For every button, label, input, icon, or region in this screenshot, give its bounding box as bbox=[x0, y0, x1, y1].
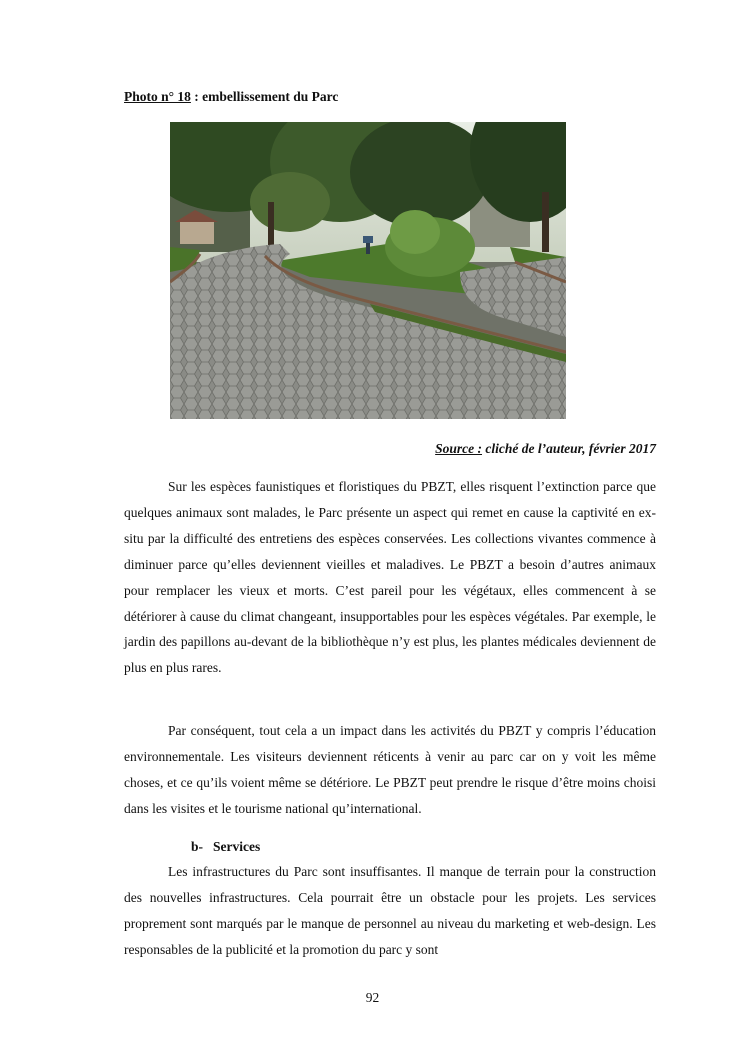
section-heading-text: Services bbox=[213, 839, 261, 854]
park-photo bbox=[170, 122, 566, 419]
section-heading-label: b- bbox=[191, 839, 204, 854]
section-heading bbox=[191, 839, 260, 855]
page-number: 92 bbox=[365, 990, 380, 1005]
paragraph-2: Par conséquent, tout cela a un impact dans les activités du PBZT y compris l’éducation environnementale. Les visiteurs deviennent réticents à venir au parc car on y voit les même choses, et ce qu’ils voient même se détériore. Le PBZT peut prendre le risque d’être moins choisi dans les visites et le tourisme national qu’international. bbox=[124, 723, 656, 816]
source-text: cliché de l’auteur, février 2017 bbox=[482, 441, 656, 456]
photo-caption-label: Photo n° 18 bbox=[124, 89, 191, 104]
park-path-photo-icon bbox=[170, 122, 566, 419]
photo-source bbox=[435, 441, 656, 457]
paragraph-3: Les infrastructures du Parc sont insuffisantes. Il manque de terrain pour la construction des nouvelles infrastructures. Cela pourrait être un obstacle pour les projets. Les services proprement sont marqués par le manque de personnel au niveau du marketing et web-design. Les responsables de la publicité et la promotion du parc y sont bbox=[124, 864, 656, 957]
source-label: Source : bbox=[435, 441, 483, 456]
photo-caption-text: : embellissement du Parc bbox=[190, 89, 339, 104]
paragraph-1: Sur les espèces faunistiques et floristiques du PBZT, elles risquent l’extinction parce que quelques animaux sont malades, le Parc présente un aspect qui remet en cause la captivité en ex-situ par la difficulté des entretiens des espèces conservées. Les collections vivantes commence à diminuer parce qu’elles deviennent vieilles et maladives. Le PBZT a besoin d’autres animaux pour remplacer les vieux et morts. C’est pareil pour les végétaux, elles commencent à se détériorer à cause du climat changeant, insupportables pour les espèces végétales. Par exemple, le jardin des papillons au-devant de la bibliothèque n’y est plus, les plantes médicales deviennent de plus en plus rares. bbox=[124, 479, 656, 676]
photo-caption bbox=[124, 89, 338, 105]
